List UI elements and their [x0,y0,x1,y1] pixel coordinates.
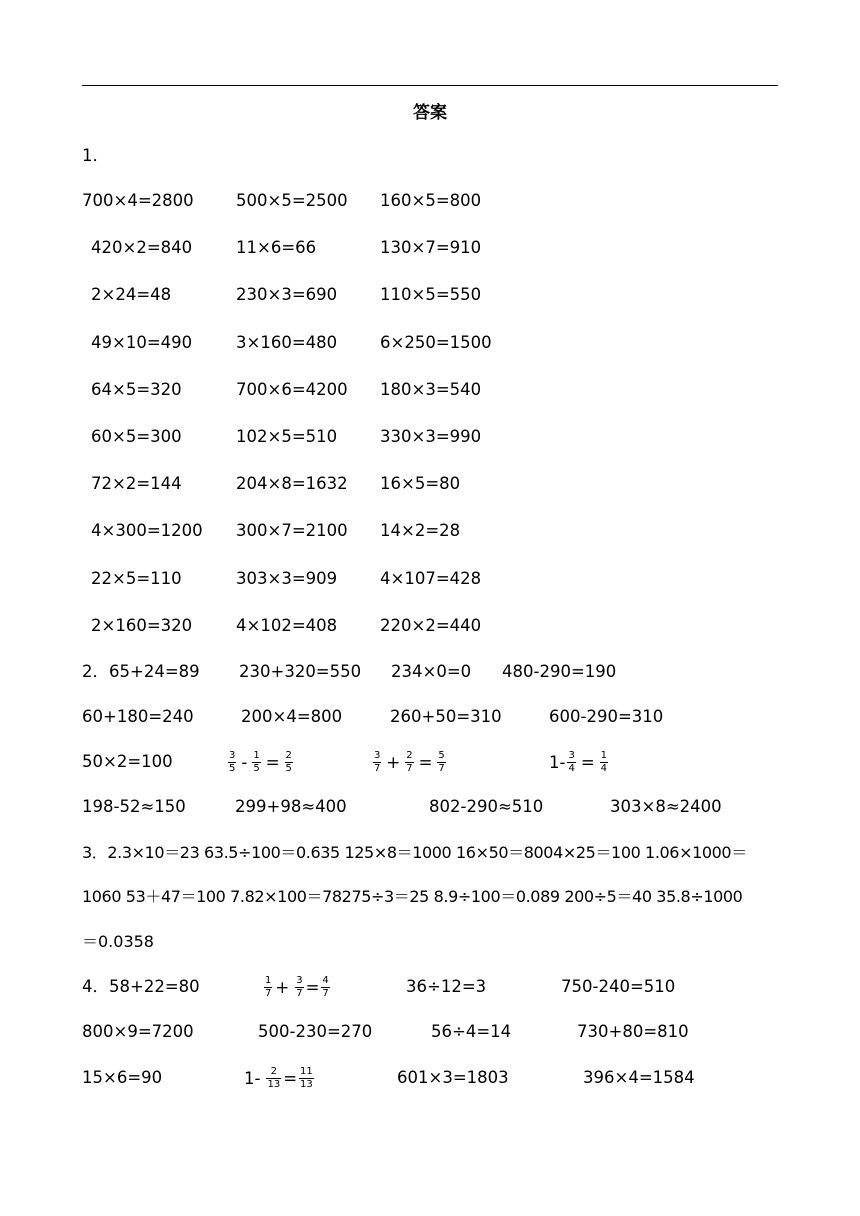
q1-row4-item1: 49×10=490 [91,333,193,352]
q4-row2-item3: 56÷4=14 [431,1022,512,1041]
fraction: $\frac{1}{4}$ [600,749,608,774]
q1-row5-item2: 700×6=4200 [236,380,348,399]
q2-row4-item2: 299+98≈400 [235,797,347,816]
q1-row8-item1: 4×300=1200 [91,521,203,540]
q1-row7-item3: 16×5=80 [380,474,461,493]
q2-row1-item1: 2．65+24=89 [82,662,200,681]
q4-row2-item2: 500-230=270 [258,1022,373,1041]
fraction: $\frac{2}{5}$ [285,749,292,774]
q1-row8-item3: 14×2=28 [380,521,461,540]
q2-row2-item4: 600-290=310 [549,707,664,726]
q1-row7-item2: 204×8=1632 [236,474,348,493]
q3-line-2: 1060 53＋47＝100 7.82×100＝78275÷3＝25 8.9÷100＝0.089 200÷5＝40 35.8÷1000 [82,887,743,906]
q1-row9-item3: 4×107=428 [380,569,482,588]
q2-row1-item3: 234×0=0 [391,662,472,681]
q2-row4-item1: 198-52≈150 [82,797,186,816]
q1-row1-item2: 500×5=2500 [236,191,348,210]
q1-row2-item3: 130×7=910 [380,238,482,257]
page-title: 答案 [413,103,447,123]
q2-row4-item3: 802-290≈510 [429,797,544,816]
q4-row3-item3: 601×3=1803 [397,1068,509,1087]
fraction: $\frac{3}{7}$ [374,749,381,774]
q1-row3-item2: 230×3=690 [236,285,338,304]
fraction: $\frac{1}{5}$ [253,749,260,774]
q4-row3-item1: 15×6=90 [82,1068,163,1087]
fraction: $\frac{3}{7}$ [296,974,303,999]
q2-fraction-expr-2: $\frac{3}{7}$ + $\frac{2}{7}$ = $\frac{5}{7}$ [374,749,445,774]
q2-row1-item2: 230+320=550 [239,662,362,681]
fraction: $\frac{3}{5}$ [229,749,236,774]
q2-row1-item4: 480-290=190 [502,662,617,681]
q4-fraction-expr-2: 1- $\frac{2}{13}$ = $\frac{11}{13}$ [244,1065,313,1090]
q1-row1-item1: 700×4=2800 [82,191,194,210]
q1-row6-item2: 102×5=510 [236,427,338,446]
fraction: $\frac{5}{7}$ [438,749,445,774]
q1-row4-item2: 3×160=480 [236,333,338,352]
q1-row10-item3: 220×2=440 [380,616,482,635]
header-rule [82,85,778,86]
q1-row10-item1: 2×160=320 [91,616,193,635]
q4-row2-item1: 800×9=7200 [82,1022,194,1041]
fraction: $\frac{2}{7}$ [406,749,413,774]
q4-row2-item4: 730+80=810 [577,1022,689,1041]
q2-row2-item1: 60+180=240 [82,707,194,726]
fraction: $\frac{3}{4}$ [568,749,575,774]
q4-row1-item4: 750-240=510 [561,977,676,996]
q2-row3-item1: 50×2=100 [82,752,173,771]
q2-fraction-expr-3: 1- $\frac{3}{4}$ = $\frac{1}{4}$ [549,749,608,774]
q1-row2-item2: 11×6=66 [236,238,317,257]
fraction: $\frac{11}{13}$ [300,1065,313,1090]
q1-row10-item2: 4×102=408 [236,616,338,635]
q2-row2-item3: 260+50=310 [390,707,502,726]
q1-row5-item3: 180×3=540 [380,380,482,399]
q4-fraction-expr-1: $\frac{1}{7}$ + $\frac{3}{7}$ = $\frac{4}{7}$ [265,974,329,999]
q3-line-3: ＝0.0358 [82,932,154,951]
q1-row3-item1: 2×24=48 [91,285,172,304]
q1-row3-item3: 110×5=550 [380,285,482,304]
q1-row8-item2: 300×7=2100 [236,521,348,540]
q1-row6-item3: 330×3=990 [380,427,482,446]
q1-row1-item3: 160×5=800 [380,191,482,210]
q1-row5-item1: 64×5=320 [91,380,182,399]
q1-row9-item2: 303×3=909 [236,569,338,588]
q2-row4-item4: 303×8≈2400 [610,797,722,816]
q1-row9-item1: 22×5=110 [91,569,182,588]
fraction: $\frac{4}{7}$ [322,974,329,999]
q1-row6-item1: 60×5=300 [91,427,182,446]
q4-row3-item4: 396×4=1584 [583,1068,695,1087]
fraction: $\frac{2}{13}$ [267,1065,281,1090]
q1-label: 1． [82,146,109,165]
fraction: $\frac{1}{7}$ [265,974,272,999]
q4-row1-item3: 36÷12=3 [406,977,487,996]
q4-row1-item1: 4．58+22=80 [82,977,200,996]
q1-row7-item1: 72×2=144 [91,474,182,493]
q2-fraction-expr-1: $\frac{3}{5}$ - $\frac{1}{5}$ = $\frac{2}{5}$ [229,749,292,774]
q1-row4-item3: 6×250=1500 [380,333,492,352]
q1-row2-item1: 420×2=840 [91,238,193,257]
q2-row2-item2: 200×4=800 [241,707,343,726]
q3-line-1: 3．2.3×10＝23 63.5÷100＝0.635 125×8＝1000 16×50＝8004×25＝100 1.06×1000＝ [82,843,747,862]
